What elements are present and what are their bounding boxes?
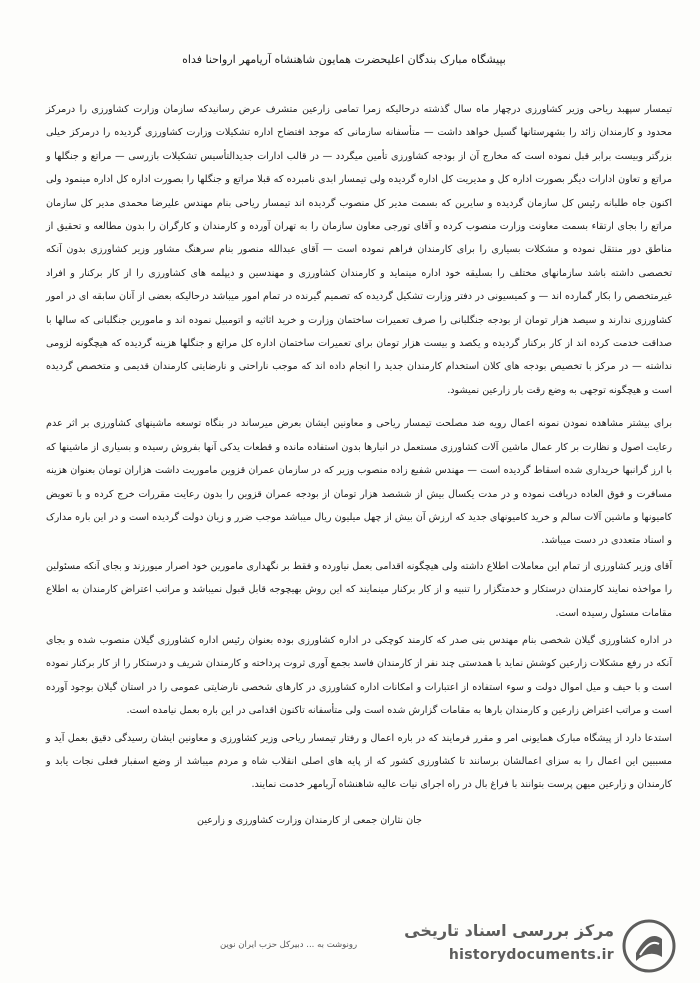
archive-url[interactable]: historydocuments.ir bbox=[448, 947, 614, 963]
carbon-copy-note: رونوشت به ... دبیرکل حزب ایران نوین bbox=[220, 940, 358, 950]
letter-paragraph: استدعا دارد از پیشگاه مبارک همایونی امر و مقرر فرمایند که در باره اعمال و رفتار تیمسار ریاحی وزیر کشاورزی و معاونین ایشان رسیدگی دقیق بعمل آید و مسببین این اعمال را به سزای اعمالشان برسانند تا کشاورزی کشور که از پایه های اصلی انقلاب شاه و مردم میباشد از وضع اسفبار فعلی نجات یابد و کارمندان و زارعین میهن پرست بتوانند با فراغ بال در راه اجرای نیات عالیه شاهنشاه آریامهر خدمت نمایند. bbox=[46, 732, 672, 791]
letter-body bbox=[46, 52, 672, 831]
letter-paragraph: تیمسار سپهبد ریاحی وزیر کشاورزی درچهار ماه سال گذشته درحالیکه زمرا تمامی زارعین متشرف عرض رسانیدکه سازمان وزارت کشاورزی را درمرکز محدود و کارمندان زائد را بشهرستانها گسیل خواهد داشت — متأسفانه سازمانی که موجد افتضاح اداره تشکیلات وزارت کشاورزی گردیده را درمرکز خیلی بزرگتر وبیست برابر قبل نموده است که مخارج آن از بودجه کشاورزی تأمین میگردد — در قالب ادارات جدیدالتأسیس تشکیلات بازرسی — مراتع و جنگلها و مراتع و تعاون ادارات دیگر بصورت اداره کل و مدیریت کل اداره گردیده ولی تیمسار ابدی نامبرده که قبلا مراتع و جنگلها را بصورت اداره کل اداره مینمود ولی اکنون جاه طلبانه رئیس کل سازمان گردیده و سایرین که بسمت مدیر کل منصوب گردیده اند تیمسار ریاحی بنام مهندس علیرضا محمدی مدیر کل سازمان مراتع را بجای ارتقاء بسمت معاونت وزارت منصوب کرده و آقای تورجی معاون سازمان را به تهران آورده و کارمندان و کارگران را بدون مطالعه و تحقیق از مناطق دور منتقل نموده و مشکلات بسیاری را برای کارمندان فراهم نموده است — آقای عبدالله منصور بنام سرهنگ مشاور وزیر کشاورزی بدون آنکه تخصصی داشته باشد سازمانهای مختلف را بسلیقه خود اداره مینماید و کارمندان کشاورزی و مهندسین و دیپلمه های کشاورزی را از کار برکنار و افراد غیرمتخصص را بکار گمارده اند — و کمیسیونی در دفتر وزارت تشکیل گردیده که تصمیم گیرنده در تمام امور میباشد درحالیکه بعضی از آنان سابقه ای در امور کشاورزی ندارند و سیصد هزار تومان از بودجه جنگلبانی را صرف تعمیرات ساختمان وزارت و خرید اثاثیه و اتومبیل نموده اند و مامورین جنگلبانی که سالها با صداقت خدمت کرده اند از کار برکنار گردیده و یکصد و بیست هزار تومان برای تعمیرات ساختمان اداره کل مراتع و جنگلها هزینه گردیده که هیچگونه لزومی نداشته — در مرکز با تخصیص بودجه های کلان استخدام کارمندان جدید را انجام داده اند که موجب ناراحتی و نارضایتی کارمندان قدیمی و متخصص گردیده است و هیچگونه توجهی به وضع رقت بار زارعین نمیشود. bbox=[46, 104, 672, 396]
letter-paragraph: آقای وزیر کشاورزی از تمام این معاملات اطلاع داشته ولی هیچگونه اقدامی بعمل نیاورده و فقط بر نگهداری مامورین خود اصرار میورزند و بجای آنکه مسئولین را مواخذه نمایند کارمندان درستکار و خدمتگزار را تنبیه و از کار برکنار مینمایند که این روش بهیچوجه قابل قبول نمیباشد و مراتب اعتراض کارمندان به اطلاع مقامات مسئول رسیده است. bbox=[46, 560, 672, 619]
letter-title: بپیشگاه مبارک بندگان اعلیحضرت همایون شاهنشاه آریامهر ارواحنا فداه bbox=[182, 53, 506, 66]
letter-signature: جان نثاران جمعی از کارمندان وزارت کشاورزی و زارعین bbox=[197, 814, 422, 826]
letter-paragraph: در اداره کشاورزی گیلان شخصی بنام مهندس بنی صدر که کارمند کوچکی در اداره کشاورزی بوده بعنوان رئیس اداره کشاورزی گیلان منصوب شده و بجای آنکه در رفع مشکلات زارعین کوشش نماید با همدستی چند نفر از کارمندان فاسد بجمع آوری ثروت پرداخته و کارمندان شریف و درستکار را از کار برکنار نموده است و با حیف و میل اموال دولت و سوء استفاده از اعتبارات و امکانات اداره کشاورزی در کارهای شخصی نارضایتی عمومی را در استان گیلان بوجود آورده است و مراتب اعتراض زارعین و کارمندان بارها به مقامات گزارش شده است ولی متأسفانه تاکنون اقدامی در این باره بعمل نیامده است. bbox=[46, 634, 672, 717]
archive-watermark[interactable] bbox=[404, 917, 680, 975]
archive-name-fa: مرکز بررسی اسناد تاریخی bbox=[404, 921, 614, 940]
document-archive-logo-icon bbox=[622, 919, 676, 973]
letter-paragraph: برای بیشتر مشاهده نمودن نمونه اعمال رویه ضد مصلحت تیمسار ریاحی و معاونین ایشان بعرض میرساند در بنگاه توسعه ماشینهای کشاورزی بر اثر عدم رعایت اصول و نظارت بر کار عمال ماشین آلات کشاورزی مستعمل در انبارها بدون استفاده مانده و قطعات یدکی آنها بفروش رسیده و بسیاری از ماشینها که با ارز گرانبها خریداری شده اسقاط گردیده است — مهندس شفیع زاده منصوب وزیر که در سازمان عمران قزوین ماموریت داشت هزاران تومان بعنوان هزینه مسافرت و فوق العاده دریافت نموده و در مدت یکسال بیش از ششصد هزار تومان از بودجه عمران قزوین را بدون رعایت مقررات خرج کرده و با تعویض کامیونها و ماشین آلات سالم و خرید کامیونهای جدید که ارزش آن بیش از چهل میلیون ریال میباشد موجب ضرر و زیان دولت گردیده است و در این باره مدارک و اسناد متعددی در دست میباشد. bbox=[46, 418, 672, 547]
